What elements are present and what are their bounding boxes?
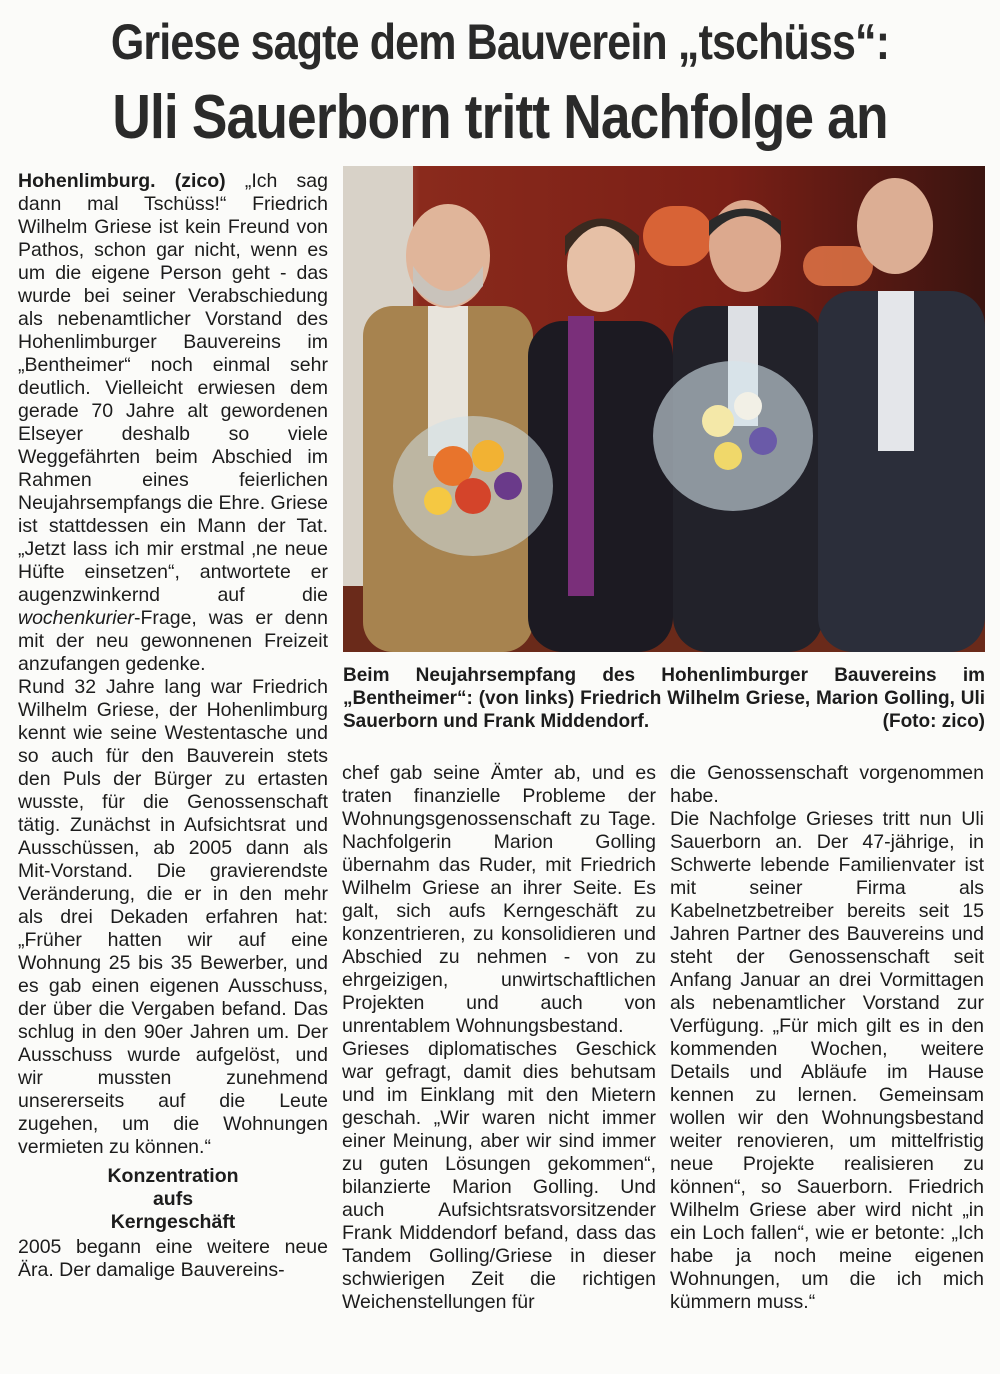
publication-name: wochenkurier [18, 607, 134, 629]
article-paragraph: Grieses diplomatisches Geschick war gefragt, damit dies behutsam und im Einklang mit den Mietern geschah. „Wir waren nicht immer einer Meinung, aber wir sind immer zu guten Lösungen gekommen“, bilanzierte Marion Golling. Und auch Aufsichtsratsvorsitzender Frank Middendorf befand, dass das Tandem Golling/Griese in dieser schwierigen Zeit die richtigen Weichenstellungen für [342, 1038, 656, 1313]
article-paragraph: Rund 32 Jahre lang war Friedrich Wilhelm Griese, der Hohenlimburg kennt wie seine Westentasche und so auch für den Bauverein stets den Puls der Bürger zu ertasten wusste, für die Genossenschaft tätig. Zunächst in Aufsichtsrat und Ausschüssen, ab 2005 dann als Mit-Vorstand. Die gravierendste Veränderung, die er in den mehr als drei Dekaden erfahren hat: „Früher hatten wir auf eine Wohnung 25 bis 35 Bewerber, und es gab einen eigenen Ausschuss, der über die Vergaben befand. Das schlug in den 90er Jahren um. Der Ausschuss wurde aufgelöst, und wir mussten zunehmend unsererseits auf die Leute zugehen, um die Wohnungen vermieten zu können.“ [18, 676, 328, 1158]
article-paragraph: Hohenlimburg. (zico) „Ich sag dann mal Tschüss!“ Friedrich Wilhelm Griese ist kein Freund von Pathos, schon gar nicht, wenn es um die eigene Person geht - das wurde bei seiner Verabschiedung als nebenamtlicher Vorstand des Hohenlimburger Bauvereins im „Bentheimer“ noch einmal sehr deutlich. Vielleicht erwiesen dem gerade 70 Jahre alt gewordenen Elseyer deshalb so viele Weggefährten beim Abschied im Rahmen eines feierlichen Neujahrsempfangs die Ehre. Griese ist stattdessen ein Mann der Tat. „Jetzt lass ich mir erstmal ‚ne neue Hüfte einsetzen“, antwortete er augenzwinkernd auf die wochenkurier-Frage, was er denn mit der neu gewonnenen Freizeit anzufangen gedenke. [18, 170, 328, 675]
subheading: Konzentration aufs Kerngeschäft [107, 1165, 239, 1233]
headline-line-1: Griese sagte dem Bauverein „tschüss“: [110, 14, 890, 70]
dateline: Hohenlimburg. (zico) [18, 170, 226, 192]
article-paragraph: die Genossenschaft vorgenommen habe. [670, 762, 984, 807]
news-photo [343, 166, 985, 652]
article-column-3 [670, 762, 984, 1314]
photo-caption: Beim Neujahrsempfang des Hohenlimburger Bauvereins im „Bentheimer“: (von links) Friedrich Wilhelm Griese, Marion Golling, Uli Sauerborn und Frank Middendorf. (Foto: zico) [343, 665, 985, 732]
headline-line-2: Uli Sauerborn tritt Nachfolge an [112, 83, 888, 152]
photo-credit: (Foto: zico) [882, 711, 985, 732]
article-paragraph: Die Nachfolge Grieses tritt nun Uli Sauerborn an. Der 47-jährige, in Schwerte lebende Familienvater ist mit seiner Firma als Kabelnetzbetreiber bereits seit 15 Jahren Partner des Bauvereins und steht der Genossenschaft seit Anfang Januar an drei Vormittagen als nebenamtlicher Vorstand zur Verfügung. „Für mich gilt es in den kommenden Wochen, weitere Details und Abläufe im Hause kennen zu lernen. Gemeinsam wollen wir den Wohnungsbestand weiter renovieren, um mittelfristig neue Projekte realisieren zu können“, so Sauerborn. Friedrich Wilhelm Griese aber wird nicht „in ein Loch fallen“, wie er betonte: „Ich habe ja noch meine eigenen Wohnungen, um die ich mich kümmern muss.“ [670, 808, 984, 1313]
article-paragraph: 2005 begann eine weitere neue Ära. Der damalige Bauvereins- [18, 1236, 328, 1281]
article-paragraph: chef gab seine Ämter ab, und es traten finanzielle Probleme der Wohnungsgenossenschaft zu Tage. Nachfolgerin Marion Golling übernahm das Ruder, mit Friedrich Wilhelm Griese an ihrer Seite. Es galt, sich aufs Kerngeschäft zu konzentrieren, zu konsolidieren und Abschied zu nehmen - von zu ehrgeizigen, unwirtschaftlichen Projekten und auch von unrentablem Wohnungsbestand. [342, 762, 656, 1037]
article-column-2 [342, 762, 656, 1314]
article-column-1 [18, 170, 328, 1282]
